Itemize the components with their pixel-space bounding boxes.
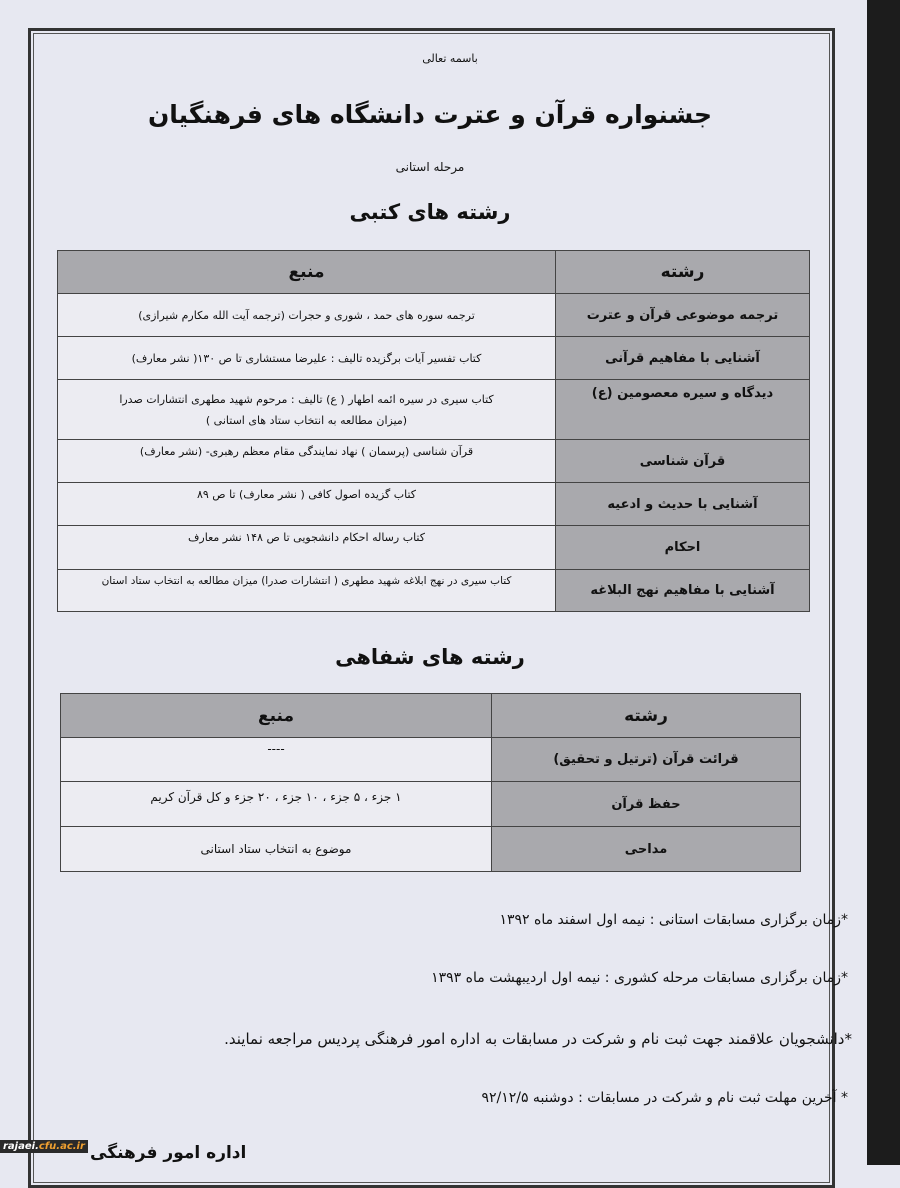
table-row [61, 782, 801, 827]
source-cell: ۱ جزء ، ۵ جزء ، ۱۰ جزء ، ۲۰ جزء و کل قرآن کریم [61, 782, 492, 827]
field-cell: حفظ قرآن [492, 782, 801, 827]
source-cell: ترجمه سوره های حمد ، شوری و حجرات (ترجمه آیت الله مکارم شیرازی) [58, 294, 556, 337]
source-line-1: کتاب سیری در سیره ائمه اطهار ( ع) تالیف : مرحوم شهید مطهری انتشارات صدرا [119, 392, 494, 406]
table-row [58, 294, 810, 337]
watermark-user: rajaei. [3, 1141, 39, 1152]
source-cell: کتاب تفسیر آیات برگزیده تالیف : علیرضا مستشاری تا ص ۱۳۰( نشر معارف) [58, 337, 556, 380]
source-cell: کتاب گزیده اصول کافی ( نشر معارف) تا ص ۸۹ [58, 483, 556, 526]
field-cell: آشنایی با مفاهیم نهج البلاغه [556, 570, 810, 612]
field-cell: آشنایی با حدیث و ادعیه [556, 483, 810, 526]
source-cell: کتاب سیری در نهج ابلاغه شهید مطهری ( انتشارات صدرا) میزان مطالعه به انتخاب ستاد استان [58, 570, 556, 612]
footer-signature: اداره امور فرهنگی [90, 1143, 247, 1163]
source-cell: کتاب رساله احکام دانشجویی تا ص ۱۴۸ نشر معارف [58, 526, 556, 570]
source-cell: موضوع به انتخاب ستاد استانی [61, 827, 492, 872]
note-deadline: * آخرین مهلت ثبت نام و شرکت در مسابقات : دوشنبه ۹۲/۱۲/۵ [481, 1090, 848, 1106]
table-row [61, 738, 801, 782]
source-line-2: (میزان مطالعه به انتخاب ستاد های استانی ) [205, 413, 408, 427]
column-header-field: رشته [492, 694, 801, 738]
note-provincial-date: *زمان برگزاری مسابقات استانی : نیمه اول اسفند ماه ۱۳۹۲ [499, 912, 848, 928]
source-cell: قرآن شناسی (پرسمان ) نهاد نمایندگی مقام معظم رهبری- (نشر معارف) [58, 440, 556, 483]
column-header-source: منبع [61, 694, 492, 738]
table-row [58, 570, 810, 612]
table-header-row [61, 694, 801, 738]
field-cell: احکام [556, 526, 810, 570]
column-header-source: منبع [58, 251, 556, 294]
table-row [61, 827, 801, 872]
table-row [58, 440, 810, 483]
written-section-title: رشته های کتبی [349, 200, 511, 224]
column-header-field: رشته [556, 251, 810, 294]
source-cell [58, 380, 556, 440]
table-row [58, 483, 810, 526]
watermark-domain: cfu.ac.ir [38, 1141, 85, 1152]
site-watermark [0, 1140, 88, 1153]
table-row [58, 337, 810, 380]
written-fields-table [57, 250, 810, 612]
oral-fields-table [60, 693, 801, 872]
page-title: جشنواره قرآن و عترت دانشگاه های فرهنگیان [147, 100, 713, 129]
scan-dark-edge [867, 0, 900, 1165]
source-cell: ---- [61, 738, 492, 782]
table-row [58, 526, 810, 570]
field-cell: آشنایی با مفاهیم قرآنی [556, 337, 810, 380]
oral-section-title: رشته های شفاهی [335, 645, 525, 669]
note-registration-info: *دانشجویان علاقمند جهت ثبت نام و شرکت در مسابقات به اداره امور فرهنگی پردیس مراجعه نمایند. [224, 1030, 852, 1048]
field-cell: ترجمه موضوعی قرآن و عترت [556, 294, 810, 337]
invocation-text: باسمه تعالی [422, 52, 478, 65]
field-cell: قرآن شناسی [556, 440, 810, 483]
field-cell: مداحی [492, 827, 801, 872]
note-national-date: *زمان برگزاری مسابقات مرحله کشوری : نیمه اول اردیبهشت ماه ۱۳۹۳ [431, 970, 848, 986]
table-row [58, 380, 810, 440]
field-cell: قرائت قرآن (ترتیل و تحقیق) [492, 738, 801, 782]
field-cell: دیدگاه و سیره معصومین (ع) [556, 380, 810, 440]
stage-subtitle: مرحله استانی [395, 160, 465, 174]
table-header-row [58, 251, 810, 294]
